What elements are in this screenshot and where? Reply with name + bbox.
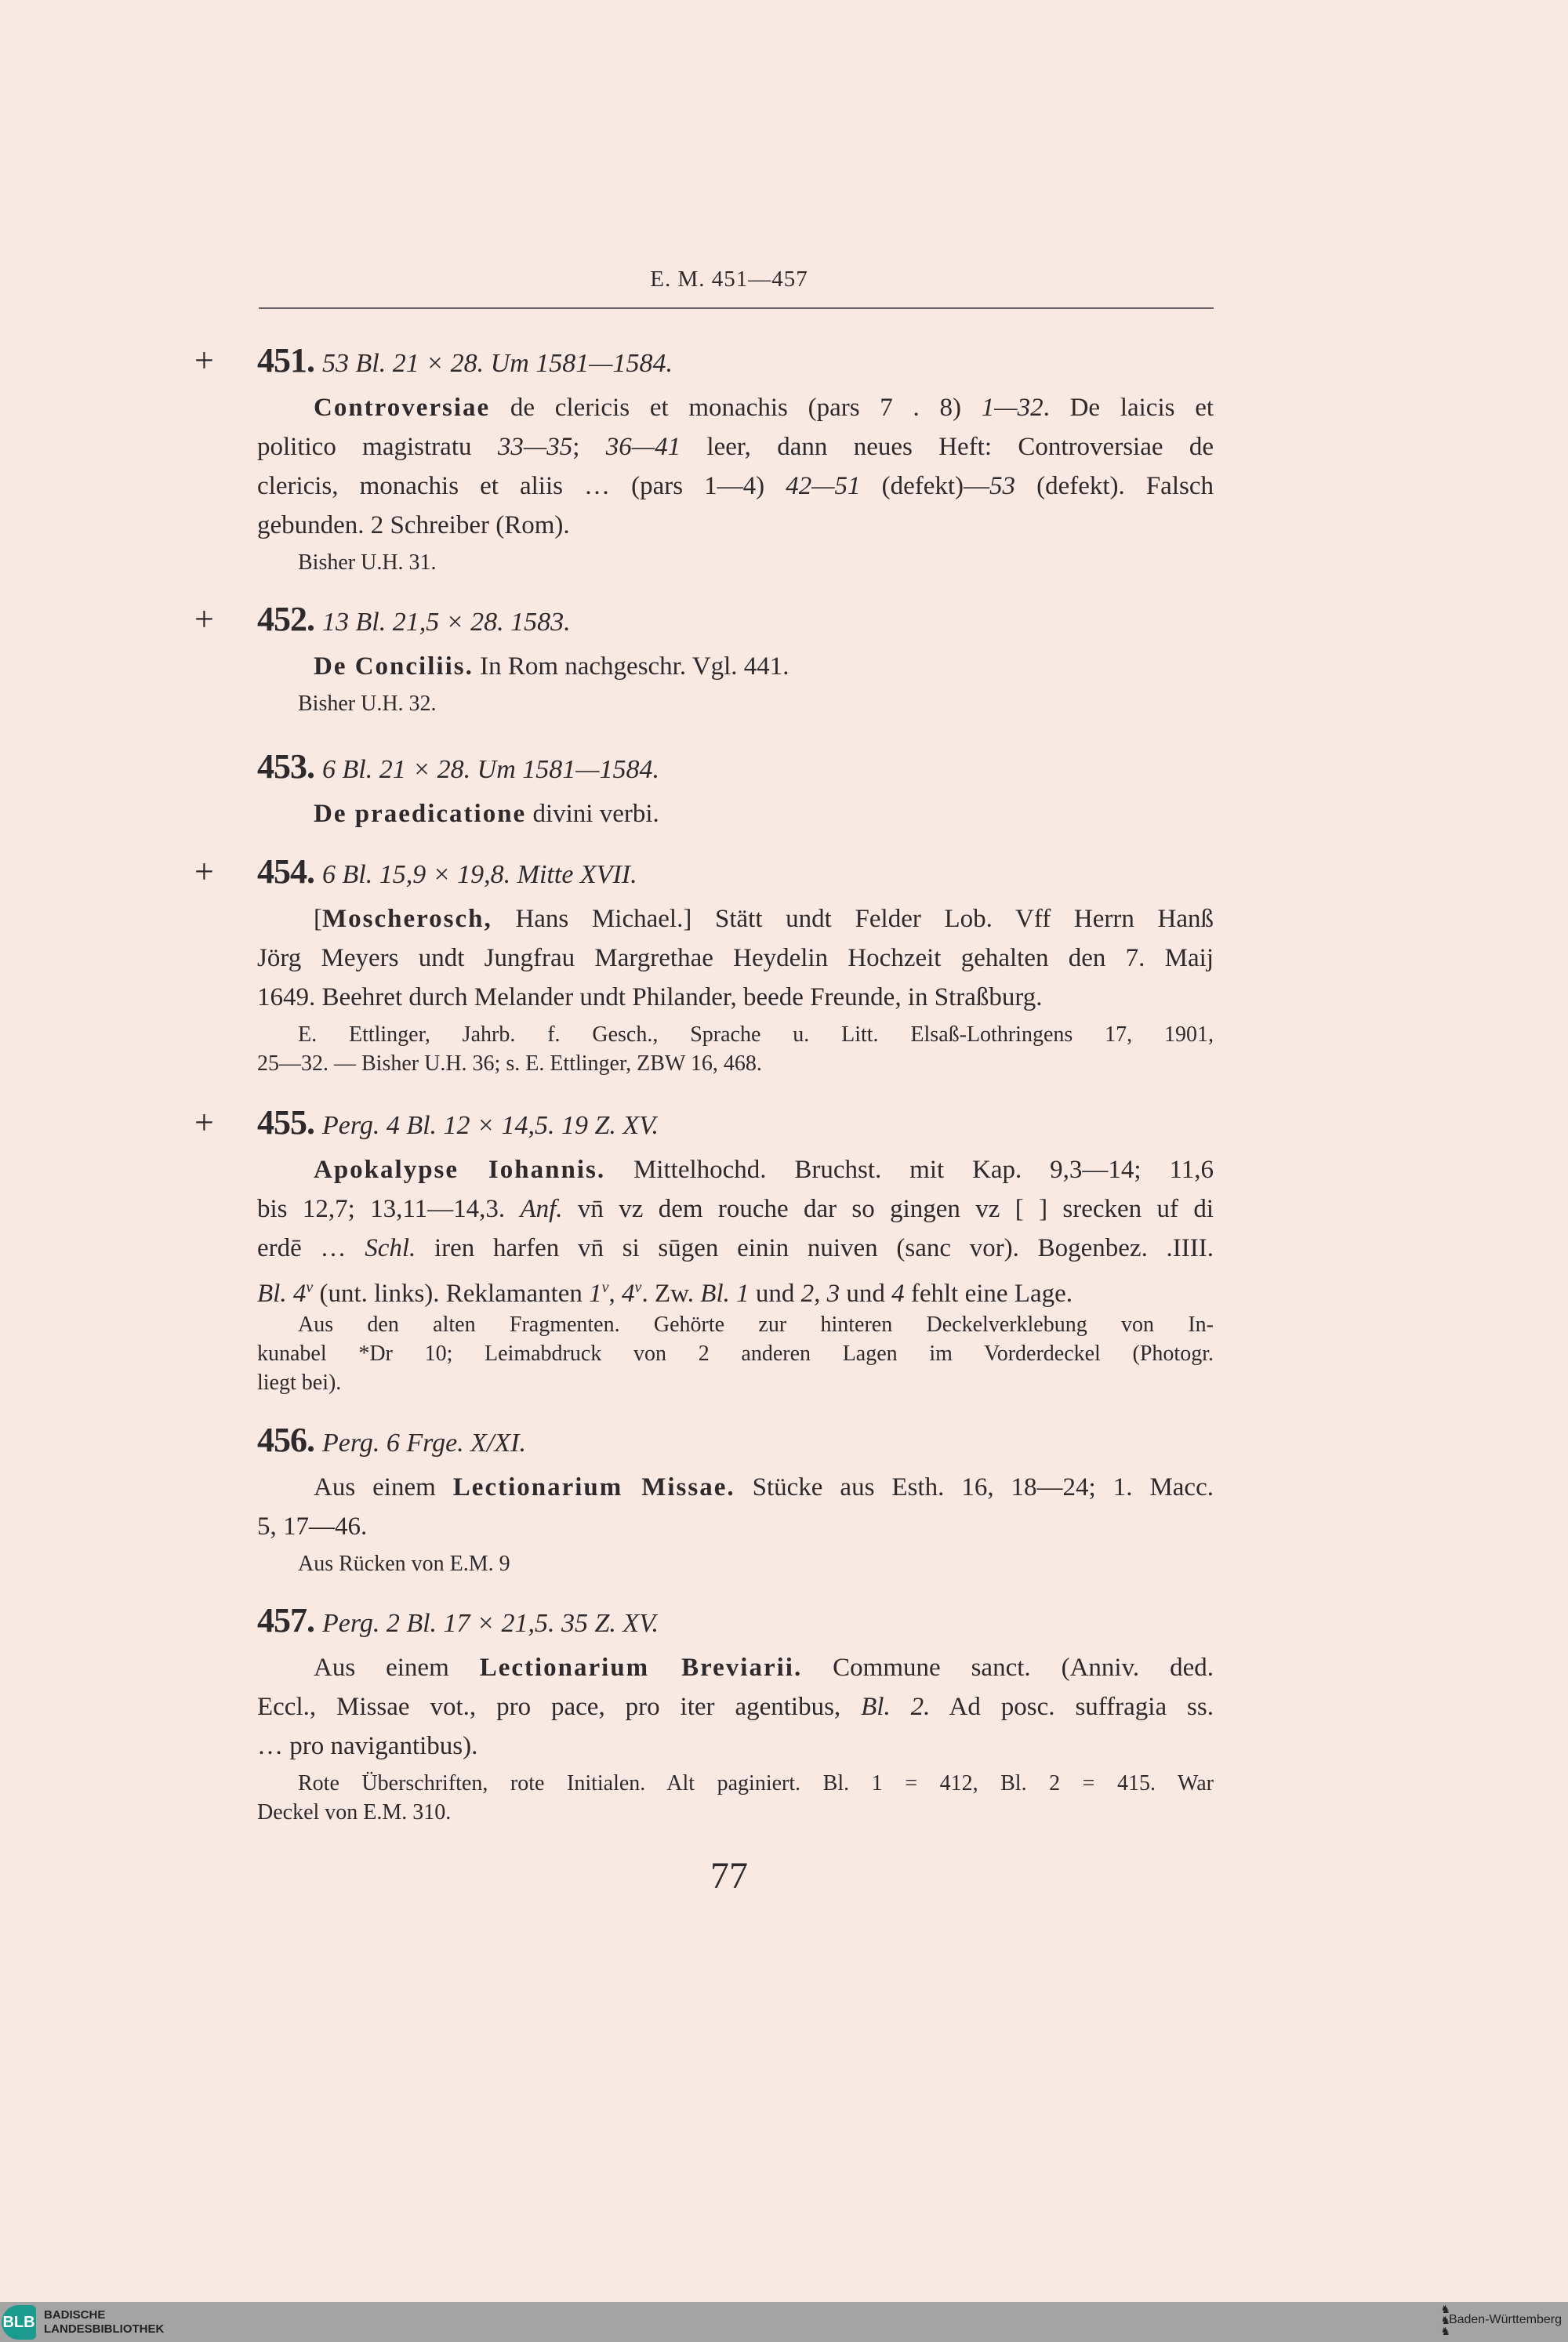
body-text: bis 12,7; 13,11—14,3. — [257, 1195, 521, 1223]
entry-title: Lectionarium Missae. — [452, 1473, 735, 1501]
italic-text: 1—32 — [981, 394, 1044, 422]
entry-number: 451. — [257, 341, 314, 379]
body-text: Eccl., Missae vot., pro pace, pro iter agentibus, — [257, 1693, 862, 1721]
note-line: Rote Überschriften, rote Initialen. Alt paginiert. Bl. 1 = 412, Bl. 2 = 415. War — [298, 1771, 1214, 1796]
body-line — [257, 794, 1214, 833]
entry-notes — [257, 1020, 1214, 1078]
catalog-entry — [257, 1601, 1214, 1827]
header-rule — [259, 307, 1214, 309]
entry-header — [257, 1103, 1214, 1142]
body-text: Aus einem — [314, 1654, 480, 1682]
body-text: (unt. links). Reklamanten — [313, 1280, 590, 1308]
italic-text: 36—41 — [605, 433, 681, 461]
entry-number: 454. — [257, 852, 314, 891]
note-line: kunabel *Dr 10; Leimabdruck von 2 anderen Lagen im Vorderdeckel (Photogr. — [257, 1342, 1214, 1366]
entry-description: Perg. 6 Frge. X/XI. — [322, 1429, 526, 1458]
note-line: Bisher U.H. 31. — [298, 550, 437, 575]
body-text: Stücke aus Esth. 16, 18—24; 1. Macc. — [735, 1473, 1214, 1501]
body-line — [257, 1727, 1214, 1766]
body-line — [257, 1687, 1214, 1727]
entry-notes — [257, 548, 1214, 577]
body-text: iren harfen vn̄ si sūgen einin nuiven (sanc vor). Bogenbez. .IIII. — [416, 1234, 1214, 1262]
catalog-entry — [194, 600, 1214, 718]
library-name-line1: BADISCHE — [44, 2308, 106, 2322]
superscript: v — [306, 1279, 314, 1296]
body-text: (defekt). Falsch — [1015, 472, 1214, 500]
body-line — [257, 1648, 1214, 1687]
body-text: In Rom nachgeschr. Vgl. 441. — [473, 652, 789, 681]
plus-marker: + — [194, 852, 214, 891]
body-line — [257, 1229, 1214, 1268]
catalog-entry — [194, 341, 1214, 577]
italic-text: 2, 3 — [800, 1280, 840, 1308]
body-line — [257, 467, 1214, 506]
library-name-line2: LANDESBIBLIOTHEK — [44, 2322, 165, 2336]
body-line — [257, 427, 1214, 467]
plus-marker: + — [194, 600, 214, 638]
italic-text: 1 — [589, 1280, 602, 1308]
entry-header — [257, 852, 1214, 891]
entry-title: De Conciliis. — [314, 652, 474, 681]
coat-of-arms-icon: ♞ ♞ ♞ — [1440, 2304, 1450, 2338]
entry-header — [257, 747, 1214, 786]
body-line — [257, 506, 1214, 545]
note-line: liegt bei). — [257, 1371, 342, 1395]
body-text: fehlt eine Lage. — [904, 1280, 1073, 1308]
body-text: ; — [572, 433, 606, 461]
footer-bar — [0, 2302, 1568, 2342]
entry-notes — [257, 689, 1214, 718]
entry-description: Perg. 2 Bl. 17 × 21,5. 35 Z. XV. — [322, 1609, 659, 1638]
note-line: Bisher U.H. 32. — [298, 692, 437, 716]
page-number: 77 — [710, 1855, 748, 1897]
entry-number: 457. — [257, 1601, 314, 1639]
note-line: Deckel von E.M. 310. — [257, 1800, 452, 1825]
body-text: Ad posc. suffragia ss. — [930, 1693, 1214, 1721]
entry-header — [257, 1421, 1214, 1460]
entry-header — [257, 600, 1214, 639]
catalog-entry — [194, 852, 1214, 1078]
entry-description: 6 Bl. 21 × 28. Um 1581—1584. — [322, 755, 659, 784]
superscript: v — [601, 1279, 609, 1296]
state-label[interactable]: Baden-Württemberg — [1448, 2313, 1562, 2326]
note-line: Aus Rücken von E.M. 9 — [298, 1552, 510, 1576]
entry-number: 456. — [257, 1421, 314, 1459]
body-text: Mittelhochd. Bruchst. mit Kap. 9,3—14; 11,6 — [605, 1156, 1214, 1184]
body-line — [257, 899, 1214, 939]
body-line — [257, 388, 1214, 427]
note-line: 25—32. — Bisher U.H. 36; s. E. Ettlinger, ZBW 16, 468. — [257, 1051, 762, 1076]
body-text: 5, 17—46. — [257, 1512, 368, 1541]
body-text: Commune sanct. (Anniv. ded. — [802, 1654, 1214, 1682]
body-text: erdē … — [257, 1234, 365, 1262]
italic-text: Bl. 1 — [700, 1280, 750, 1308]
catalog-entry — [257, 747, 1214, 833]
catalog-entry — [257, 1421, 1214, 1578]
body-text: 1649. Beehret durch Melander undt Philander, beede Freunde, in Straßburg. — [257, 983, 1043, 1011]
italic-text: 53 — [989, 472, 1016, 500]
body-line — [257, 978, 1214, 1017]
italic-text: Anf. — [520, 1195, 563, 1223]
body-text: de clericis et monachis (pars 7 . 8) — [490, 394, 982, 422]
body-text: (defekt)— — [860, 472, 990, 500]
entry-number: 455. — [257, 1103, 314, 1142]
body-text: und — [840, 1280, 892, 1308]
body-line — [257, 1268, 1214, 1307]
body-text: leer, dann neues Heft: Controversiae de — [681, 433, 1214, 461]
entry-title: De praedicatione — [314, 800, 527, 828]
entry-header — [257, 1601, 1214, 1640]
italic-text: 4 — [891, 1280, 905, 1308]
entry-title: Lectionarium Breviarii. — [479, 1654, 803, 1682]
entry-title: Controversiae — [314, 394, 491, 422]
italic-text: 33—35 — [497, 433, 573, 461]
body-line — [257, 1507, 1214, 1546]
blb-logo[interactable]: BLB — [2, 2305, 36, 2340]
italic-text: Bl. 2. — [861, 1693, 931, 1721]
body-text: politico magistratu — [257, 433, 498, 461]
entry-description: Perg. 4 Bl. 12 × 14,5. 19 Z. XV. — [322, 1111, 659, 1140]
body-text: . De laicis et — [1043, 394, 1214, 422]
entry-notes — [257, 1549, 1214, 1578]
body-text: , — [608, 1280, 622, 1308]
entry-description: 53 Bl. 21 × 28. Um 1581—1584. — [322, 349, 673, 378]
entry-number: 453. — [257, 747, 314, 786]
entry-notes — [257, 1769, 1214, 1827]
body-line — [257, 1189, 1214, 1229]
catalog-entry — [194, 1103, 1214, 1397]
entry-title: Apokalypse Iohannis. — [314, 1156, 606, 1184]
superscript: v — [634, 1279, 642, 1296]
entry-header — [257, 341, 1214, 380]
entry-description: 6 Bl. 15,9 × 19,8. Mitte XVII. — [322, 860, 637, 889]
body-line — [257, 1468, 1214, 1507]
entry-notes — [257, 1310, 1214, 1397]
body-text: divini verbi. — [526, 800, 659, 828]
body-text: Aus einem — [314, 1473, 453, 1501]
italic-text: 42—51 — [786, 472, 861, 500]
plus-marker: + — [194, 1103, 214, 1142]
body-text: clericis, monachis et aliis … (pars 1—4) — [257, 472, 786, 500]
body-line — [257, 1150, 1214, 1189]
body-line — [257, 939, 1214, 978]
body-text: Jörg Meyers undt Jungfrau Margrethae Heydelin Hochzeit gehalten den 7. Maij — [257, 944, 1214, 972]
body-text: . Zw. — [641, 1280, 701, 1308]
entry-title: Moscherosch, — [322, 905, 492, 933]
plus-marker: + — [194, 341, 214, 379]
body-text: vn̄ vz dem rouche dar so gingen vz [ ] srecken uf di — [562, 1195, 1214, 1223]
entry-description: 13 Bl. 21,5 × 28. 1583. — [322, 608, 571, 637]
body-text: gebunden. 2 Schreiber (Rom). — [257, 511, 570, 539]
body-line — [257, 647, 1214, 686]
note-line: E. Ettlinger, Jahrb. f. Gesch., Sprache u. Litt. Elsaß-Lothringens 17, 1901, — [298, 1022, 1214, 1047]
library-name[interactable] — [44, 2308, 164, 2337]
italic-text: Schl. — [365, 1234, 416, 1262]
running-head: E. M. 451—457 — [650, 267, 808, 292]
italic-text: 4 — [622, 1280, 635, 1308]
note-line: Aus den alten Fragmenten. Gehörte zur hinteren Deckelverklebung von In- — [298, 1313, 1214, 1337]
italic-text: Bl. 4 — [257, 1280, 307, 1308]
entry-number: 452. — [257, 600, 314, 638]
body-text: [ — [314, 905, 322, 933]
body-text: Hans Michael.] Stätt undt Felder Lob. Vff Herrn Hanß — [492, 905, 1214, 933]
body-text: und — [749, 1280, 801, 1308]
body-text: … pro navigantibus). — [257, 1732, 478, 1760]
